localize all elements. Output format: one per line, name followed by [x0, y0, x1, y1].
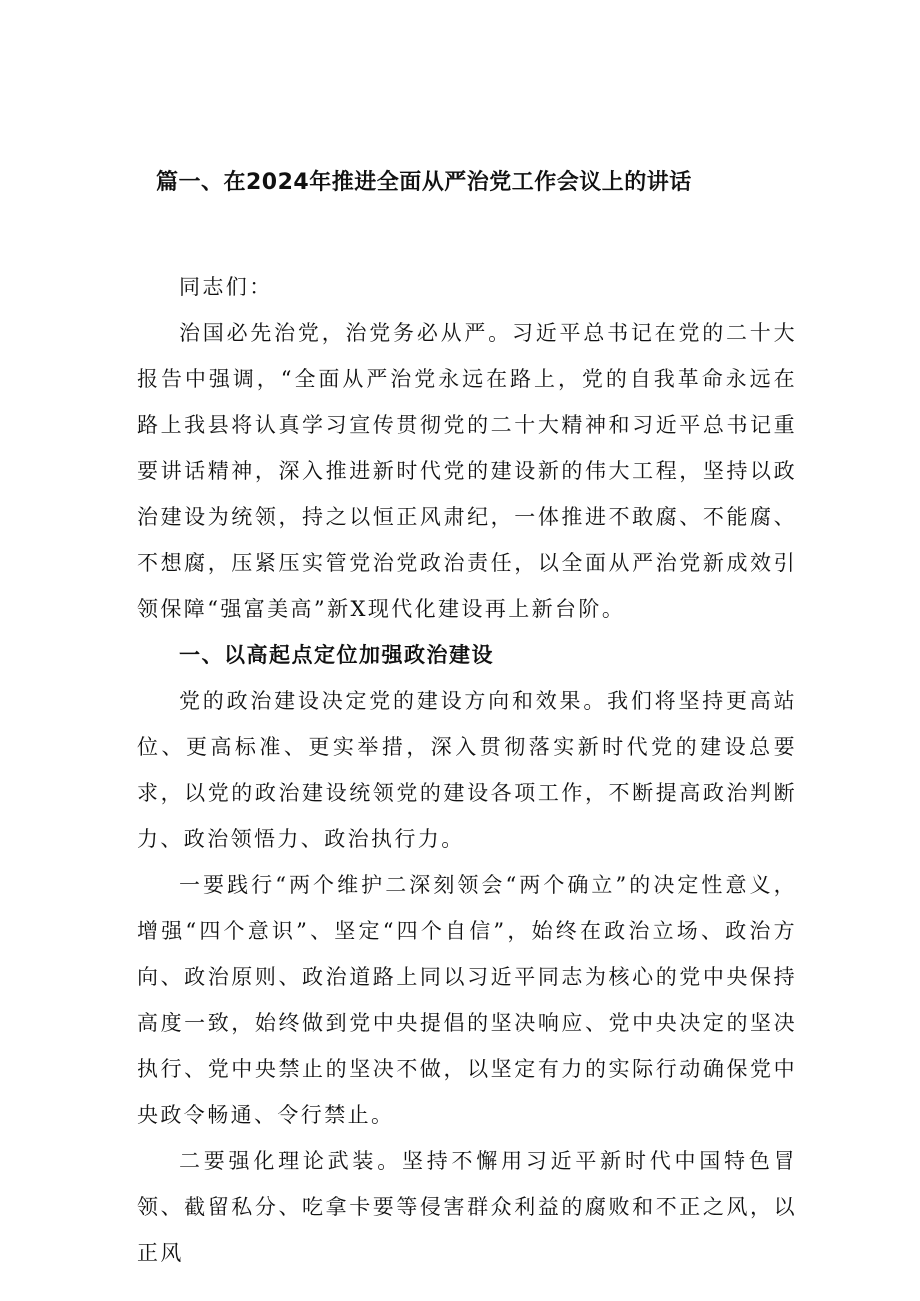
paragraph-section-3: 二要强化理论武装。坚持不懈用习近平新时代中国特色冒领、截留私分、吃拿卡要等侵害群众利益的腐败和不正之风，以正风 [137, 1149, 797, 1265]
document-body [137, 264, 797, 1276]
section-heading: 一、以高起点定位加强政治建设 [179, 643, 494, 667]
paragraph-section-2: 一要践行“两个维护二深刻领会“两个确立”的决定性意义，增强“四个意识”、坚定“四个自信”，始终在政治立场、政治方向、政治原则、政治道路上同以习近平同志为核心的党中央保持高度一致，始终做到党中央提倡的坚决响应、党中央决定的坚决执行、党中央禁止的坚决不做，以坚定有力的实际行动确保党中央政令畅通、令行禁止。 [137, 873, 797, 1127]
paragraph-intro: 治国必先治党，治党务必从严。习近平总书记在党的二十大报告中强调，“全面从严治党永远在路上，党的自我革命永远在路上我县将认真学习宣传贯彻党的二十大精神和习近平总书记重要讲话精神，深入推进新时代党的建设新的伟大工程，坚持以政治建设为统领，持之以恒正风肃纪，一体推进不敢腐、不能腐、不想腐，压紧压实管党治党政治责任，以全面从严治党新成效引领保障“强富美高”新X现代化建设再上新台阶。 [137, 321, 797, 621]
greeting: 同志们： [179, 275, 273, 299]
document-title: 篇一、在2024年推进全面从严治党工作会议上的讲话 [156, 170, 692, 195]
paragraph-section-1: 党的政治建设决定党的建设方向和效果。我们将坚持更高站位、更高标准、更实举措，深入贯彻落实新时代党的建设总要求，以党的政治建设统领党的建设各项工作，不断提高政治判断力、政治领悟力、政治执行力。 [137, 689, 797, 851]
